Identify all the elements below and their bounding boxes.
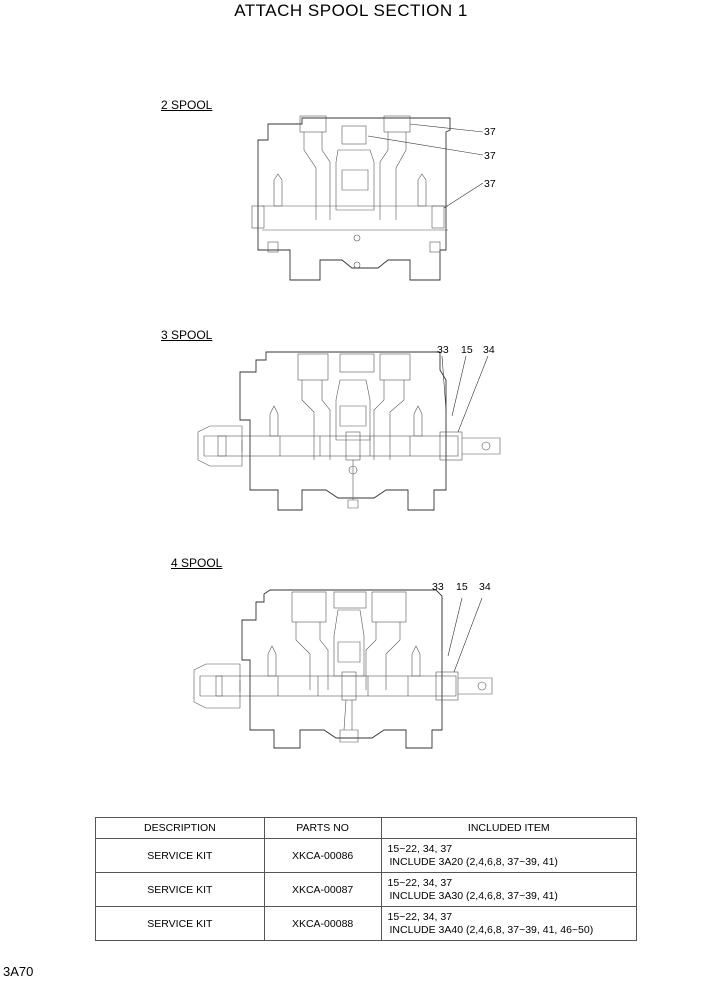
valve-drawing-3-spool xyxy=(190,340,510,515)
callout-34: 34 xyxy=(483,344,495,356)
cell-description: SERVICE KIT xyxy=(96,907,265,941)
column-header-description: DESCRIPTION xyxy=(96,818,265,839)
view-label-4-spool: 4 SPOOL xyxy=(171,556,223,570)
table-header-row xyxy=(96,818,637,839)
cell-parts-no: XKCA-00088 xyxy=(264,907,381,941)
valve-drawing-4-spool xyxy=(180,580,500,755)
callout-34: 34 xyxy=(479,581,491,593)
page-title: ATTACH SPOOL SECTION 1 xyxy=(234,1,468,20)
valve-drawing-2-spool xyxy=(240,110,510,285)
callout-33: 33 xyxy=(437,344,449,356)
included-line-2: INCLUDE 3A30 (2,4,6,8, 37~39, 41) xyxy=(389,889,558,902)
callout-33: 33 xyxy=(432,581,444,593)
page-code: 3A70 xyxy=(3,964,34,979)
cell-included-item xyxy=(381,839,636,873)
cell-parts-no: XKCA-00086 xyxy=(264,839,381,873)
cell-description: SERVICE KIT xyxy=(96,839,265,873)
service-kit-table xyxy=(95,817,637,941)
table-row xyxy=(96,839,637,873)
cell-parts-no: XKCA-00087 xyxy=(264,873,381,907)
callout-37b: 37 xyxy=(484,150,496,162)
table-row xyxy=(96,907,637,941)
cell-included-item xyxy=(381,873,636,907)
cell-description: SERVICE KIT xyxy=(96,873,265,907)
included-line-1: 15~22, 34, 37 xyxy=(387,910,453,923)
included-line-2: INCLUDE 3A40 (2,4,6,8, 37~39, 41, 46~50) xyxy=(389,923,594,936)
view-label-2-spool: 2 SPOOL xyxy=(161,98,213,112)
table-row xyxy=(96,873,637,907)
view-label-3-spool: 3 SPOOL xyxy=(161,328,213,342)
callout-37c: 37 xyxy=(484,178,496,190)
callout-37a: 37 xyxy=(484,126,496,138)
column-header-included-item: INCLUDED ITEM xyxy=(381,818,636,839)
callout-15: 15 xyxy=(456,581,468,593)
callout-15: 15 xyxy=(461,344,473,356)
column-header-parts-no: PARTS NO xyxy=(264,818,381,839)
included-line-1: 15~22, 34, 37 xyxy=(387,876,453,889)
cell-included-item xyxy=(381,907,636,941)
included-line-2: INCLUDE 3A20 (2,4,6,8, 37~39, 41) xyxy=(389,855,558,868)
included-line-1: 15~22, 34, 37 xyxy=(387,842,453,855)
